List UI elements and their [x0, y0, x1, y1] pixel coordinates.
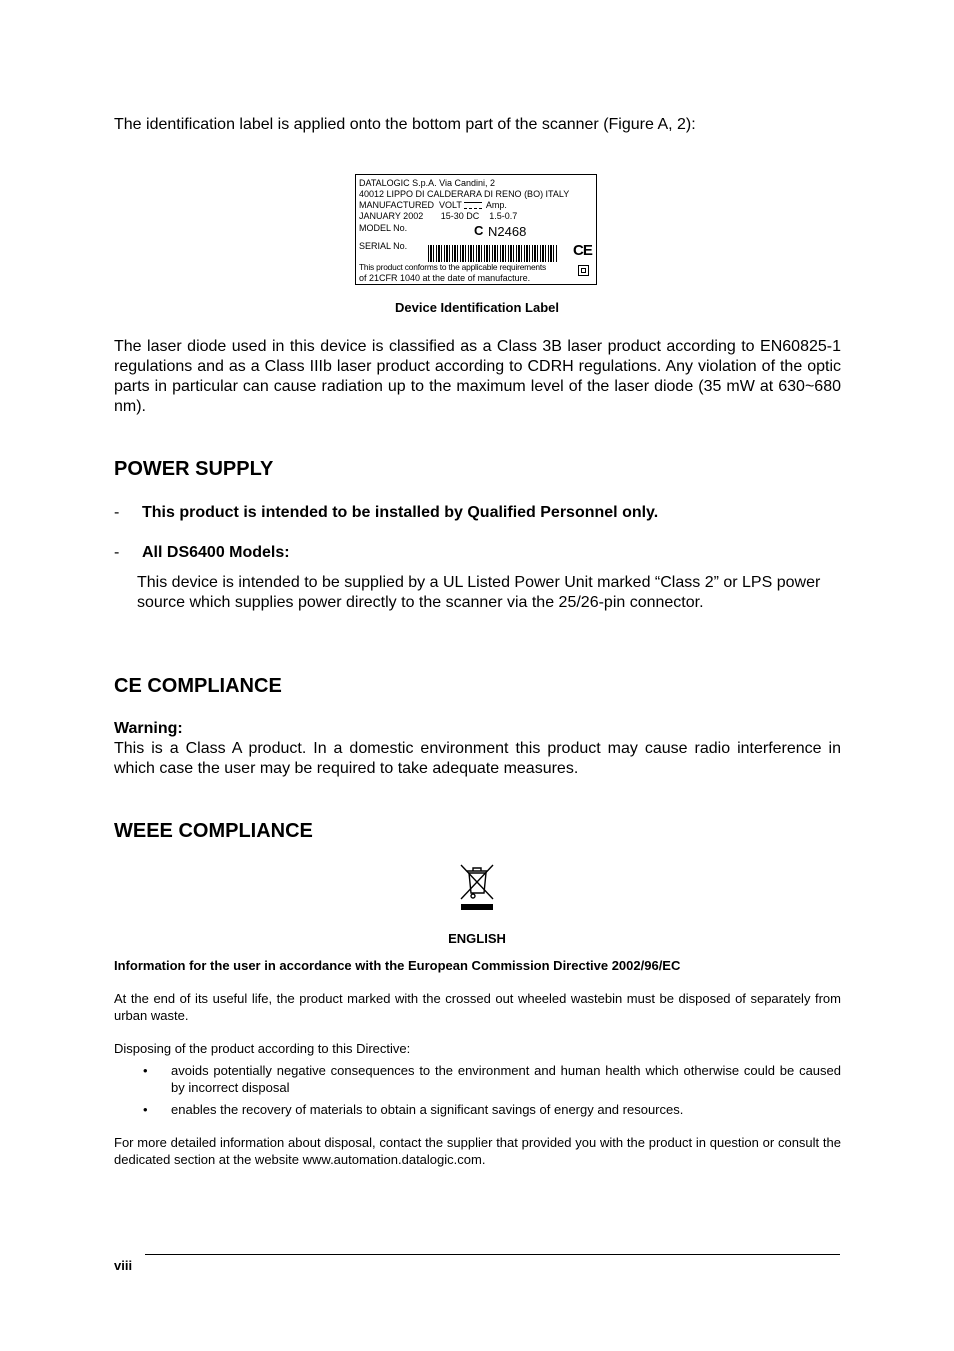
weee-compliance-heading: WEEE COMPLIANCE [114, 820, 313, 842]
ce-mark-icon: CE [573, 242, 592, 259]
label-volt-value: 15-30 DC [440, 211, 480, 221]
label-serial: SERIAL No. [359, 241, 408, 251]
list-item [114, 1101, 841, 1118]
warning-label: Warning: [114, 720, 183, 737]
label-amp-value: 1.5-0.7 [489, 211, 518, 221]
intro-text: The identification label is applied onto the bottom part of the scanner (Figure A, 2): [114, 116, 696, 133]
label-model: MODEL No. [359, 223, 408, 233]
label-address: 40012 LIPPO DI CALDERARA DI RENO (BO) ITALY [359, 189, 570, 199]
dc-symbol-icon [464, 202, 482, 209]
label-volt: VOLT [439, 200, 462, 210]
footer-rule [145, 1254, 840, 1255]
dash-marker: - [114, 504, 120, 521]
dash-marker: - [114, 544, 120, 561]
warning-text: This is a Class A product. In a domestic environment this product may cause radio interference in which case the user may be required to take adequate measures. [114, 740, 841, 777]
weee-para-disposing: Disposing of the product according to this Directive: [114, 1041, 411, 1056]
list-item [114, 1062, 841, 1096]
label-conform-line2: of 21CFR 1040 at the date of manufacture. [359, 273, 531, 283]
list-item-text: enables the recovery of materials to obtain a significant savings of energy and resources. [171, 1102, 684, 1117]
c-tick-icon: C [474, 223, 484, 238]
language-label: ENGLISH [448, 931, 506, 946]
barcode [428, 245, 558, 262]
weee-bullet-list [114, 1062, 841, 1118]
label-cert-code: N2468 [488, 224, 527, 239]
list-item-text: avoids potentially negative consequences to the environment and human health which otherwise could be caused by incorrect disposal [171, 1063, 841, 1095]
weee-para-end-of-life: At the end of its useful life, the product marked with the crossed out wheeled wastebin must be disposed of separately from urban waste. [114, 991, 841, 1023]
power-supply-heading: POWER SUPPLY [114, 458, 274, 480]
label-conform-line1: This product conforms to the applicable requirements [359, 262, 546, 272]
label-company: DATALOGIC S.p.A. Via Candini, 2 [359, 178, 496, 188]
bullet-icon: • [143, 1102, 148, 1117]
power-body: This device is intended to be supplied by a UL Listed Power Unit marked “Class 2” or LPS power source which supplies power directly to the scanner via the 25/26-pin connector. [137, 574, 821, 611]
label-manufactured-row [359, 200, 507, 211]
label-caption: Device Identification Label [395, 300, 559, 315]
double-insulation-icon [578, 265, 589, 276]
crossed-out-wheeled-bin-icon [459, 862, 495, 912]
label-manufactured: MANUFACTURED [359, 200, 435, 210]
weee-para-contact: For more detailed information about disposal, contact the supplier that provided you with the product in question or consult the dedicated section at the website www.automation.datalogic.com. [114, 1135, 841, 1167]
label-date-row [359, 211, 517, 222]
label-date: JANUARY 2002 [359, 211, 424, 221]
laser-paragraph: The laser diode used in this device is classified as a Class 3B laser product according to EN60825-1 regulations and as a Class IIIb laser product according to CDRH regulations. Any violation of the optic parts in particular can cause radiation up to the maximum level of the laser diode (35 mW at 630~680 nm). [114, 338, 841, 415]
label-amp: Amp. [485, 200, 507, 210]
weee-info-heading: Information for the user in accordance with the European Commission Directive 2002/96/EC [114, 958, 681, 973]
bullet-icon: • [143, 1063, 148, 1078]
page-number: viii [114, 1258, 133, 1273]
power-item-qualified: This product is intended to be installed by Qualified Personnel only. [142, 504, 659, 521]
ce-compliance-heading: CE COMPLIANCE [114, 675, 282, 697]
power-item-models: All DS6400 Models: [142, 544, 290, 561]
identification-label [355, 174, 597, 285]
